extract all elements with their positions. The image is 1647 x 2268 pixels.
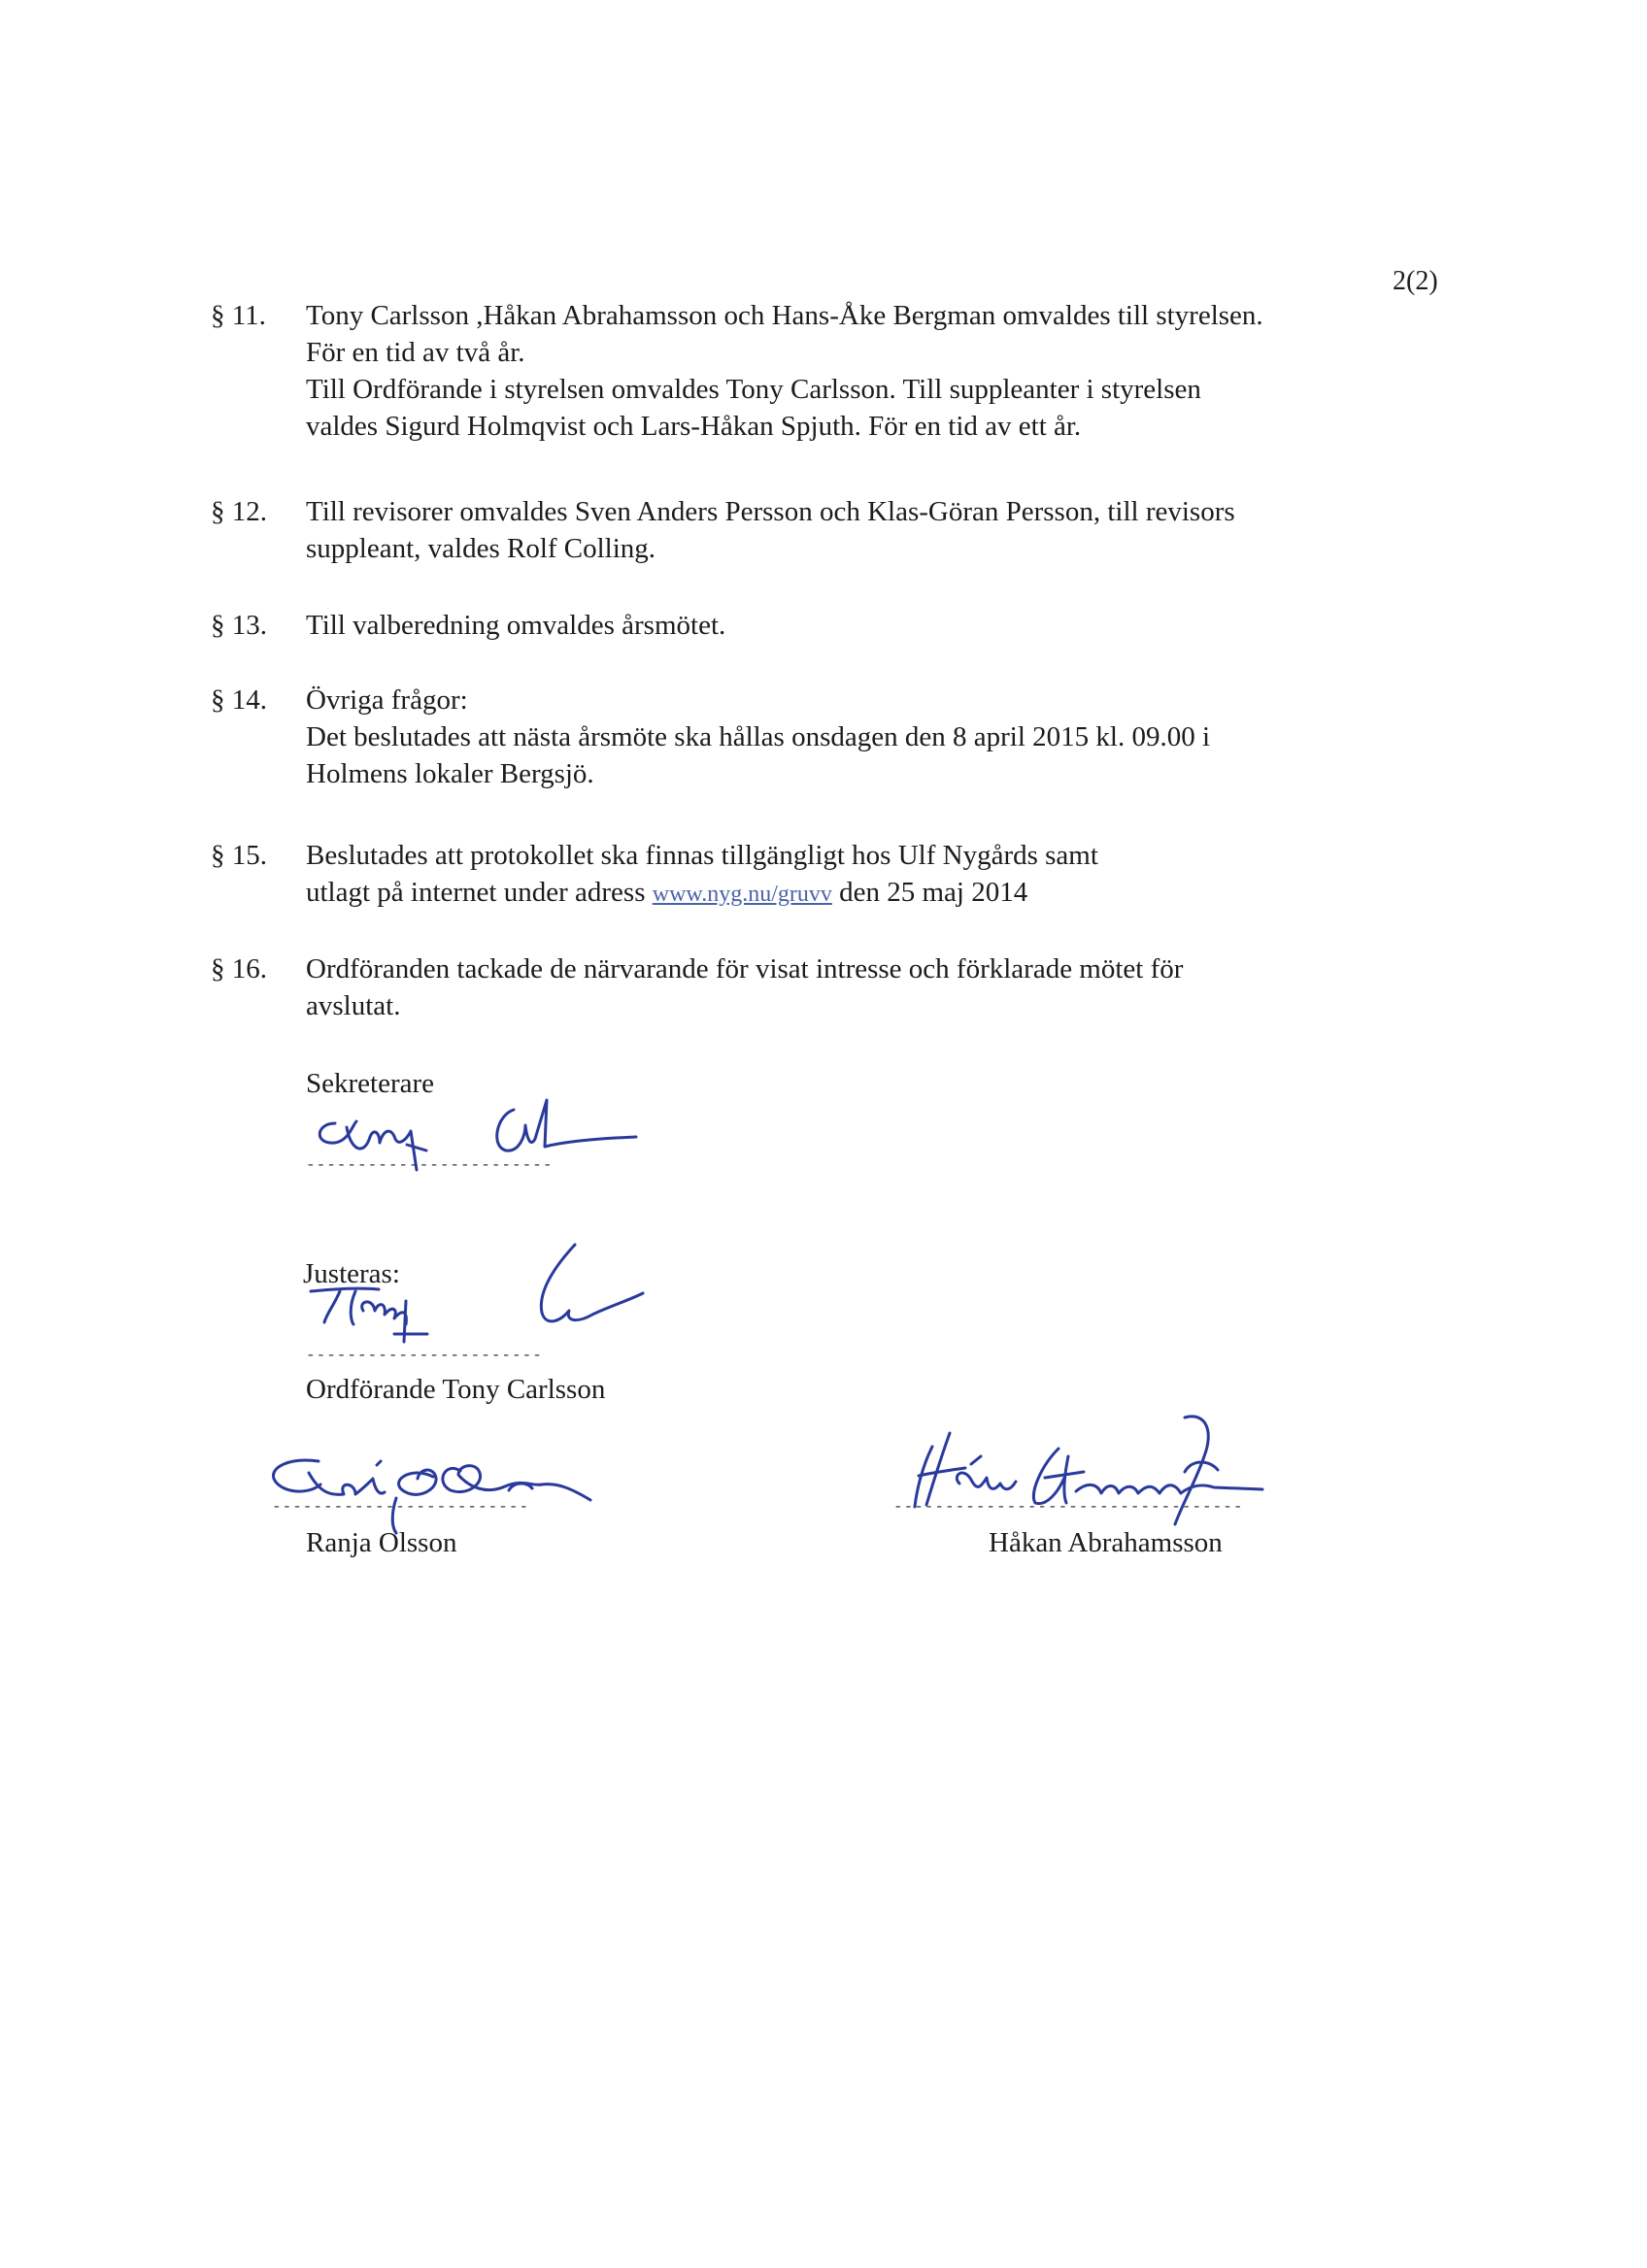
section-line-with-link [306,874,1471,913]
section-body [306,951,1471,1024]
section-number: § 14. [211,684,267,716]
section-line: avslutat. [306,990,401,1021]
section-line: Till Ordförande i styrelsen omvaldes Tony Carlsson. Till suppleanter i styrelsen [306,374,1201,405]
section-body [306,493,1471,567]
section-line: Till revisorer omvaldes Sven Anders Persson och Klas-Göran Persson, till revisors [306,496,1235,527]
ranja-olsson-signature-line: ------------------------- [272,1498,530,1516]
chair-signature-line: ----------------------- [306,1347,543,1364]
ranja-olsson-signature [251,1432,610,1539]
section-number: § 15. [211,840,267,871]
hakan-abrahamsson-signature [893,1398,1282,1544]
chair-caption: Ordförande Tony Carlsson [306,1374,606,1405]
section-line: Det beslutades att nästa årsmöte ska hållas onsdagen den 8 april 2015 kl. 09.00 i [306,721,1211,752]
section-number: § 13. [211,610,267,641]
section-line: Tony Carlsson ,Håkan Abrahamsson och Hans-Åke Bergman omvaldes till styrelsen. [306,300,1263,331]
section-line: Beslutades att protokollet ska finnas tillgängligt hos Ulf Nygårds samt [306,840,1098,871]
hakan-abrahamsson-name: Håkan Abrahamsson [989,1527,1223,1558]
section-line: För en tid av två år. [306,337,525,368]
section-body [306,682,1471,792]
page-number: 2(2) [1393,266,1438,296]
line-suffix: den 25 maj 2014 [831,877,1028,908]
secretary-label: Sekreterare [306,1068,435,1099]
section-number: § 12. [211,496,267,527]
section-line: suppleant, valdes Rolf Colling. [306,533,656,564]
secretary-signature-line: ------------------------ [306,1156,554,1174]
section-body [306,837,1471,913]
section-number: § 11. [211,300,266,331]
section-body [306,297,1471,445]
hakan-abrahamsson-signature-line: ---------------------------------- [893,1498,1244,1516]
section-line: Ordföranden tackade de närvarande för visat intresse och förklarade mötet för [306,953,1184,984]
adjusters-label: Justeras: [303,1258,400,1289]
section-body [306,607,1471,644]
section-line: Till valberedning omvaldes årsmötet. [306,610,726,641]
ranja-olsson-name: Ranja Olsson [306,1527,457,1558]
section-line: Holmens lokaler Bergsjö. [306,758,594,789]
website-link[interactable]: www.nyg.nu/gruvv [652,882,832,907]
chair-signature [301,1233,651,1359]
section-line: Övriga frågor: [306,684,468,716]
section-number: § 16. [211,953,267,984]
line-prefix: utlagt på internet under adress [306,877,653,908]
section-line: valdes Sigurd Holmqvist och Lars-Håkan Spjuth. För en tid av ett år. [306,411,1082,442]
